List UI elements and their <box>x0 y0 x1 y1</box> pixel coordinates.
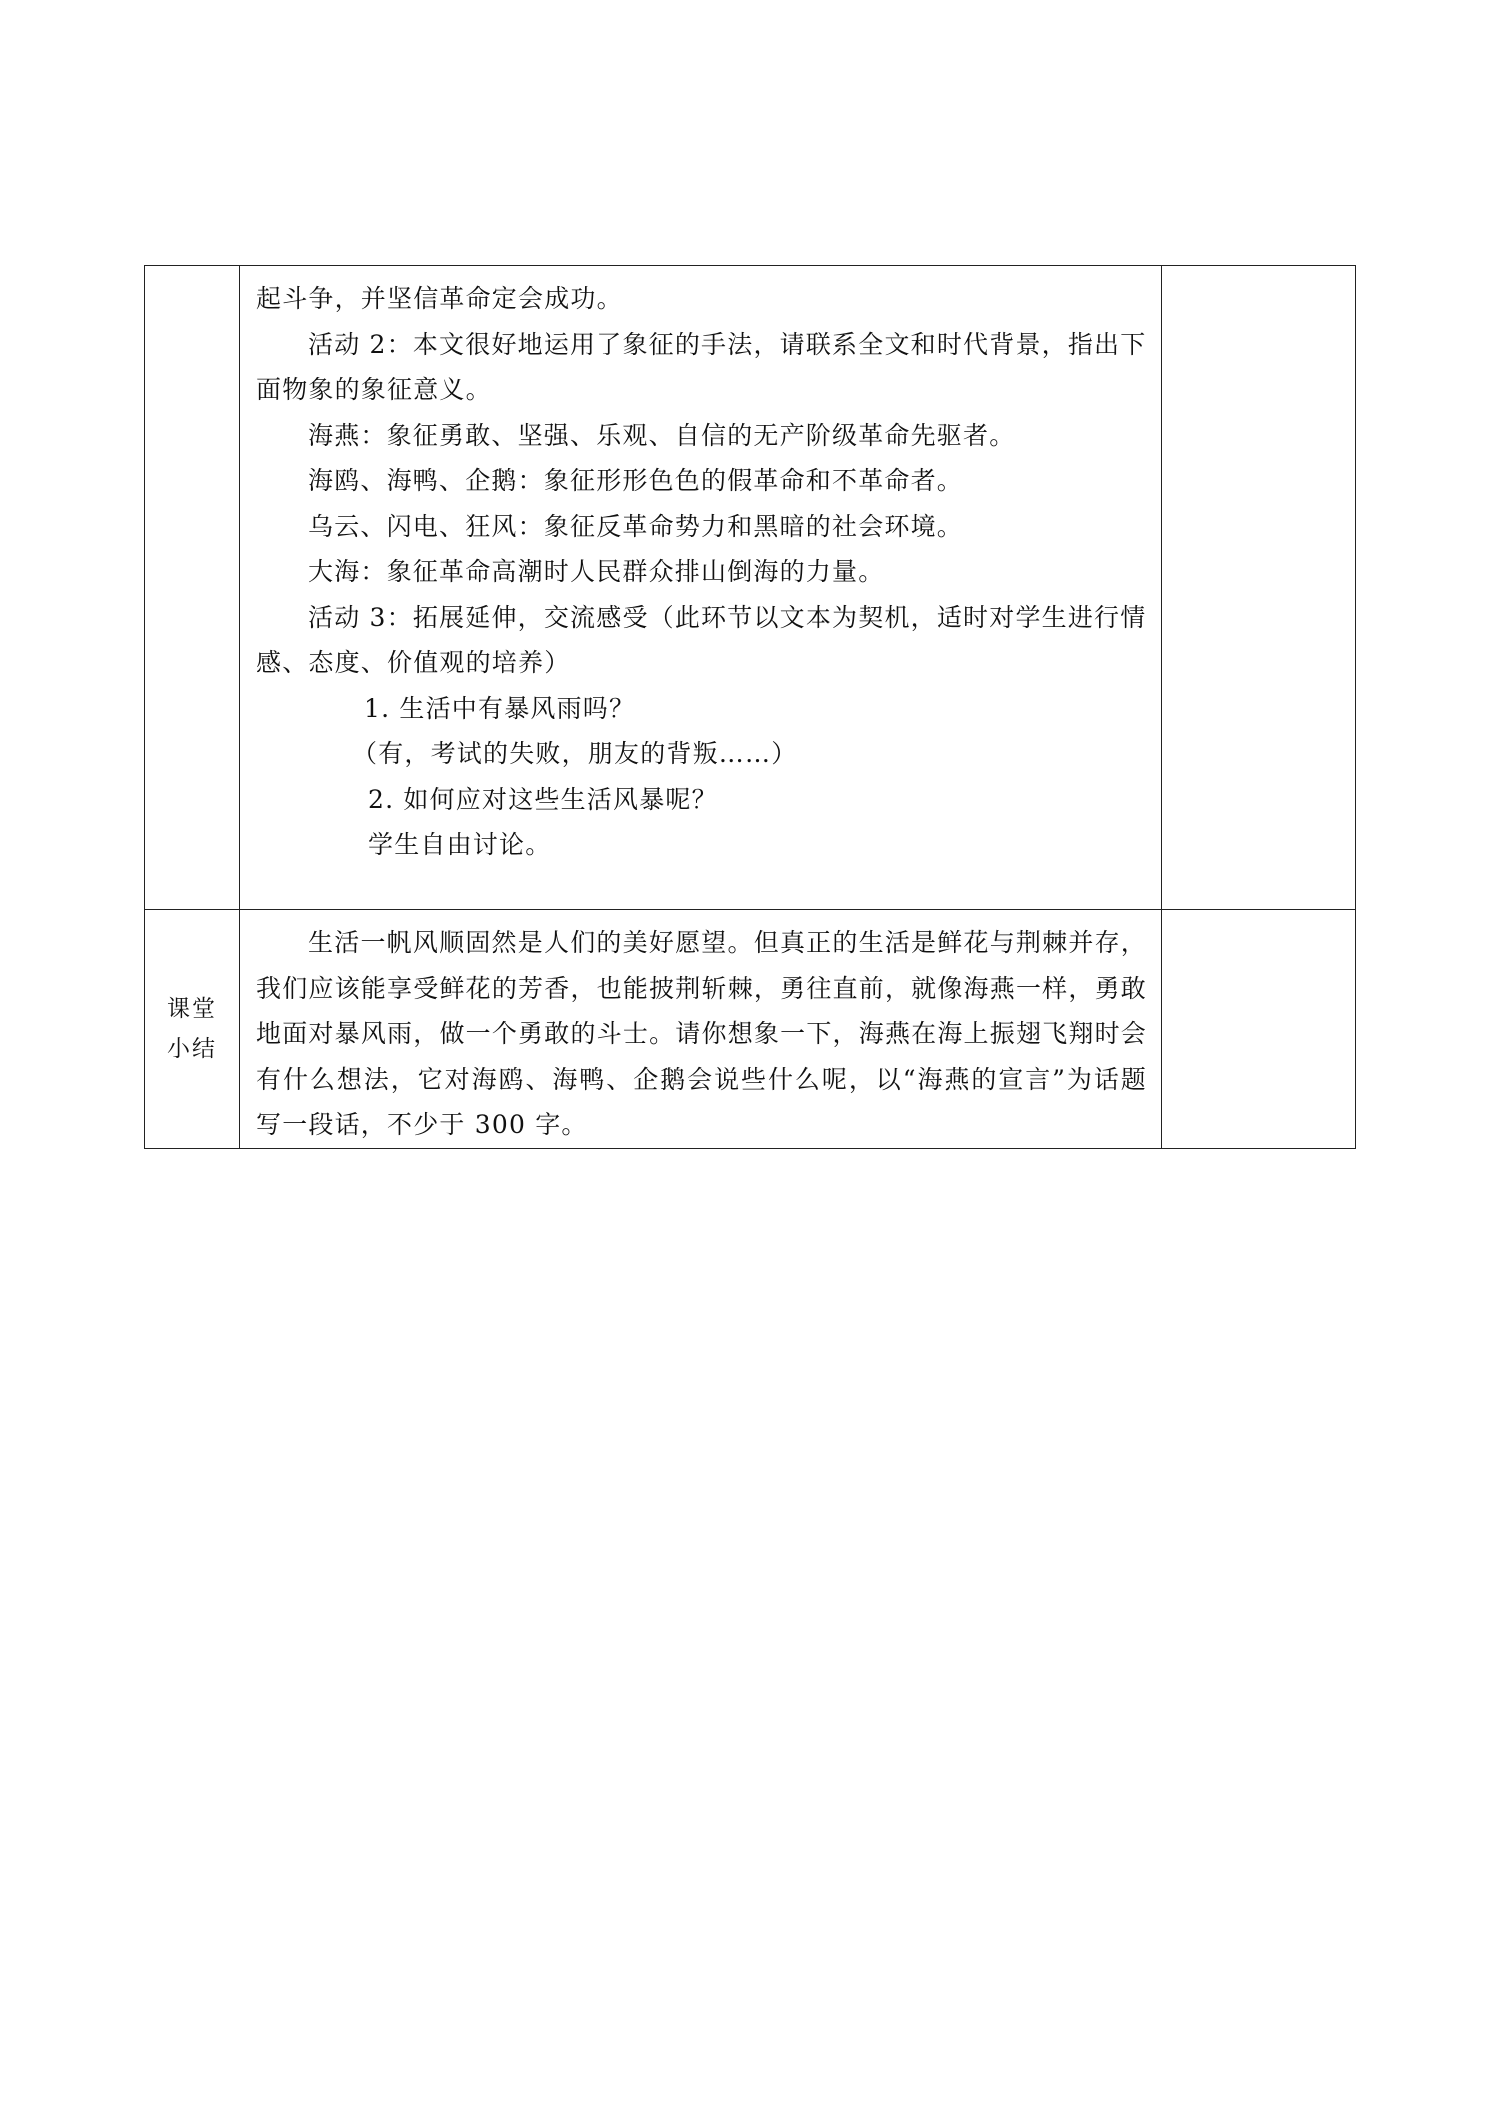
symbol-gulls-ducks-penguins: 海鸥、海鸭、企鹅：象征形形色色的假革命和不革命者。 <box>308 466 964 495</box>
summary-label-line1: 课堂 <box>167 995 217 1022</box>
lesson-plan-table <box>144 265 1356 1149</box>
activities-content-cell <box>240 266 1162 910</box>
summary-text: 生活一帆风顺固然是人们的美好愿望。但真正的生活是鲜花与荆棘并存，我们应该能享受鲜花的芳香，也能披荆斩棘，勇往直前，就像海燕一样，勇敢地面对暴风雨，做一个勇敢的斗士。请你想象一下，海燕在海上振翅飞翔时会有什么想法，它对海鸥、海鸭、企鹅会说些什么呢，以“海燕的宣言”为话题写一段话，不少于 300 字。 <box>256 928 1147 1139</box>
activity-3-prompt: 活动 3：拓展延伸，交流感受（此环节以文本为契机，适时对学生进行情感、态度、价值观的培养） <box>256 602 1147 677</box>
summary-label-cell <box>145 910 240 1149</box>
summary-notes-cell <box>1162 910 1356 1149</box>
summary-label-line2: 小结 <box>167 1035 217 1062</box>
activity-2-prompt: 活动 2：本文很好地运用了象征的手法，请联系全文和时代背景，指出下面物象的象征意义。 <box>256 329 1147 404</box>
answer-1: （有，考试的失败，朋友的背叛……） <box>352 739 798 768</box>
summary-content-cell <box>240 910 1162 1149</box>
symbol-sea: 大海：象征革命高潮时人民群众排山倒海的力量。 <box>308 557 885 586</box>
symbol-clouds-lightning-wind: 乌云、闪电、狂风：象征反革命势力和黑暗的社会环境。 <box>308 511 964 541</box>
question-2: 2. 如何应对这些生活风暴呢？ <box>368 784 718 814</box>
activities-label-cell <box>145 266 240 910</box>
summary-row <box>145 910 1356 1149</box>
activities-row <box>145 266 1356 910</box>
activity-1-conclusion: 起斗争，并坚信革命定会成功。 <box>256 284 623 313</box>
free-discussion: 学生自由讨论。 <box>368 830 552 859</box>
symbol-petrel: 海燕：象征勇敢、坚强、乐观、自信的无产阶级革命先驱者。 <box>308 420 1016 450</box>
activities-notes-cell <box>1162 266 1356 910</box>
question-1: 1. 生活中有暴风雨吗？ <box>364 693 636 723</box>
